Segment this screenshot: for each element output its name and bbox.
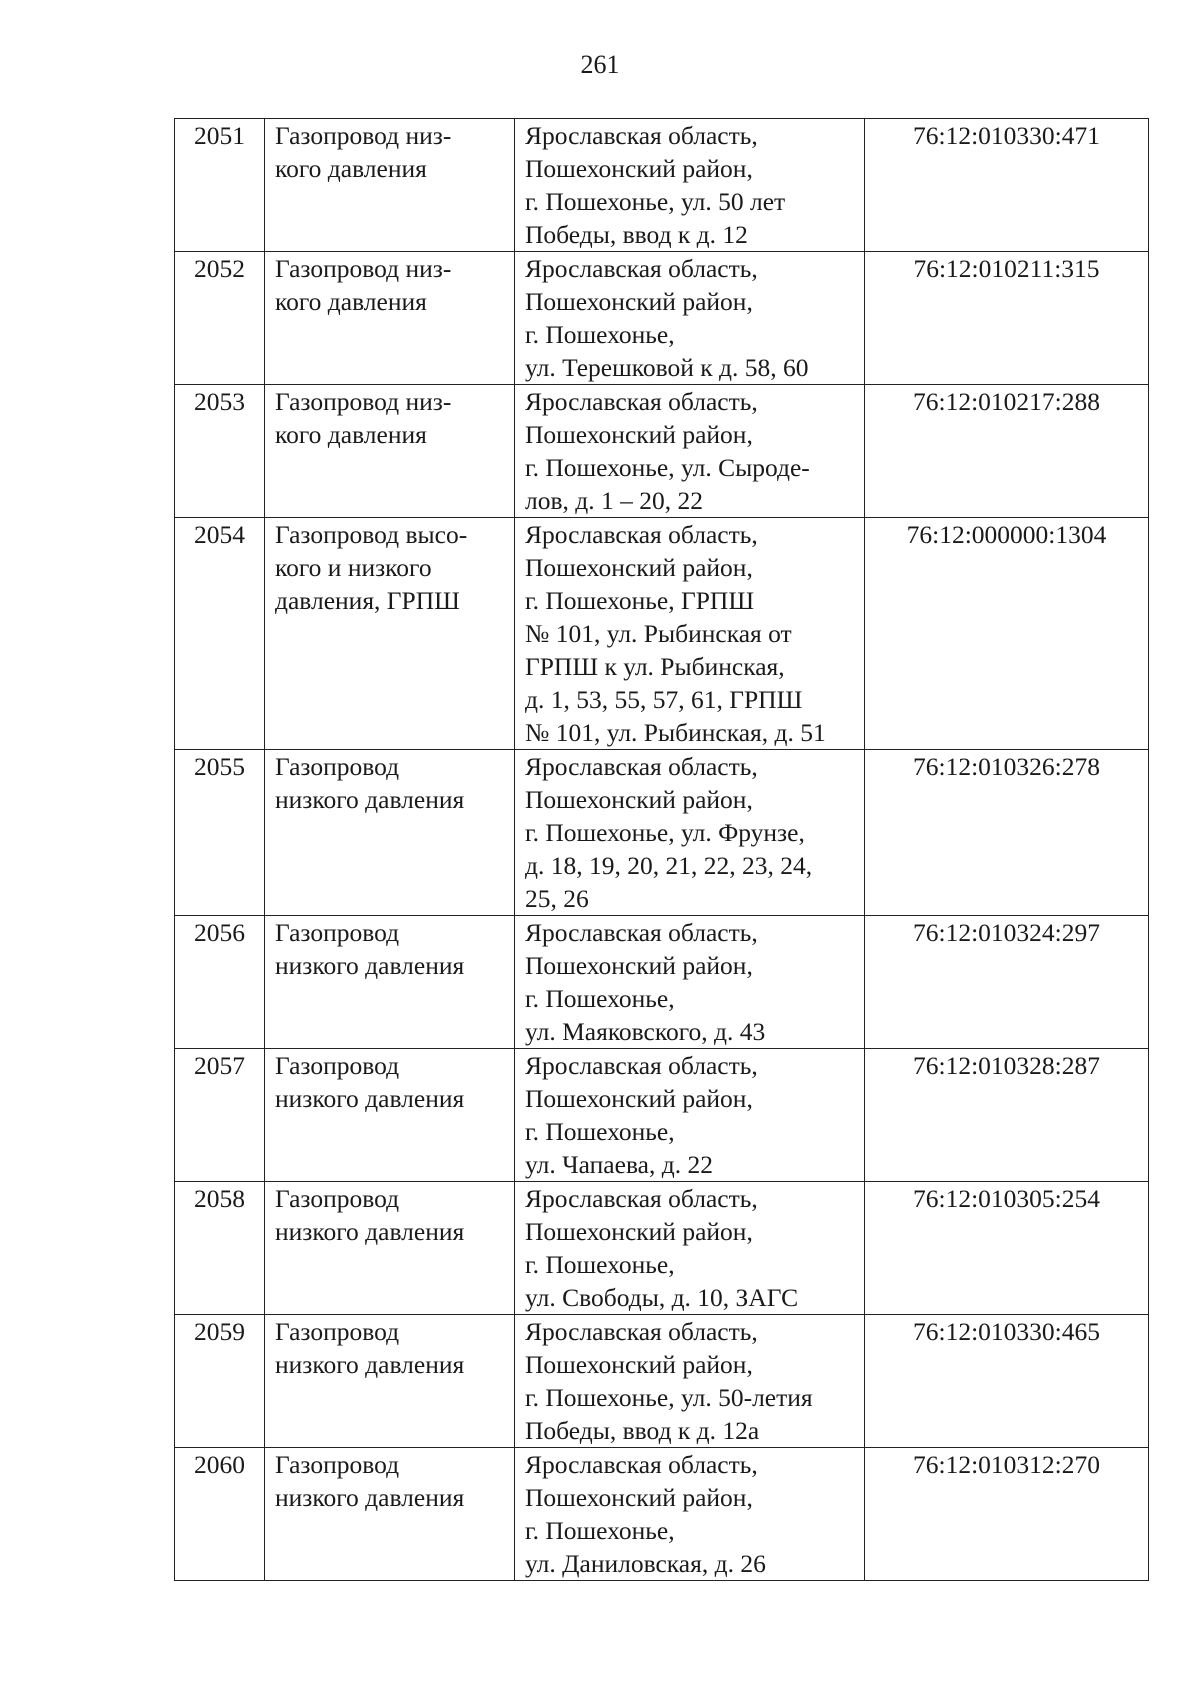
row-number: 2057	[175, 1049, 265, 1182]
object-name-line: Газопровод	[275, 1317, 400, 1346]
object-address-line: Пошехонский район,	[525, 785, 753, 814]
object-address-line: Ярославская область,	[525, 1184, 758, 1213]
object-address-line: Победы, ввод к д. 12	[525, 220, 748, 249]
cadastral-number: 76:12:010326:278	[865, 750, 1149, 916]
object-address-line: Пошехонский район,	[525, 553, 753, 582]
object-address-line: Ярославская область,	[525, 1317, 758, 1346]
cadastral-number: 76:12:010305:254	[865, 1182, 1149, 1315]
row-number: 2051	[175, 119, 265, 252]
object-address	[515, 518, 865, 750]
table-row	[175, 252, 1149, 385]
object-address-line: Пошехонский район,	[525, 1217, 753, 1246]
object-address-line: Пошехонский район,	[525, 420, 753, 449]
gas-pipeline-registry-table	[174, 118, 1149, 1581]
object-address-line: ГРПШ к ул. Рыбинская,	[525, 652, 785, 681]
object-address-line: лов, д. 1 – 20, 22	[525, 486, 703, 515]
row-number: 2060	[175, 1448, 265, 1581]
object-address-line: Пошехонский район,	[525, 951, 753, 980]
row-number: 2055	[175, 750, 265, 916]
object-name	[265, 750, 515, 916]
object-address-line: ул. Маяковского, д. 43	[525, 1017, 766, 1046]
cadastral-number: 76:12:010312:270	[865, 1448, 1149, 1581]
object-address-line: д. 1, 53, 55, 57, 61, ГРПШ	[525, 685, 803, 714]
table-row	[175, 119, 1149, 252]
object-address-line: ул. Даниловская, д. 26	[525, 1549, 766, 1578]
row-number: 2059	[175, 1315, 265, 1448]
object-name	[265, 385, 515, 518]
row-number: 2056	[175, 916, 265, 1049]
object-address-line: Ярославская область,	[525, 121, 758, 150]
object-name	[265, 119, 515, 252]
object-address	[515, 1182, 865, 1315]
object-name-line: Газопровод низ-	[275, 121, 452, 150]
object-address	[515, 385, 865, 518]
object-address-line: г. Пошехонье, ГРПШ	[525, 586, 755, 615]
row-number: 2052	[175, 252, 265, 385]
object-name-line: Газопровод	[275, 1051, 400, 1080]
object-name	[265, 518, 515, 750]
object-address-line: г. Пошехонье,	[525, 320, 675, 349]
table-row	[175, 385, 1149, 518]
object-address-line: Ярославская область,	[525, 387, 758, 416]
object-address-line: д. 18, 19, 20, 21, 22, 23, 24,	[525, 851, 813, 880]
object-name-line: Газопровод	[275, 1450, 400, 1479]
object-address	[515, 1448, 865, 1581]
object-address-line: Пошехонский район,	[525, 1350, 753, 1379]
object-name-line: низкого давления	[275, 1084, 465, 1113]
object-address	[515, 1049, 865, 1182]
table-row	[175, 1315, 1149, 1448]
object-name	[265, 1049, 515, 1182]
object-name-line: низкого давления	[275, 1350, 465, 1379]
object-name-line: Газопровод	[275, 1184, 400, 1213]
object-address-line: № 101, ул. Рыбинская от	[525, 619, 792, 648]
object-address-line: Пошехонский район,	[525, 1483, 753, 1512]
object-address-line: г. Пошехонье,	[525, 1516, 675, 1545]
object-name-line: Газопровод высо-	[275, 520, 468, 549]
object-address	[515, 750, 865, 916]
object-address-line: Пошехонский район,	[525, 154, 753, 183]
object-address-line: г. Пошехонье,	[525, 1117, 675, 1146]
object-name-line: кого давления	[275, 287, 427, 316]
object-address-line: Победы, ввод к д. 12а	[525, 1416, 760, 1445]
object-address	[515, 252, 865, 385]
object-address-line: г. Пошехонье,	[525, 1250, 675, 1279]
row-number: 2054	[175, 518, 265, 750]
object-address-line: г. Пошехонье,	[525, 984, 675, 1013]
cadastral-number: 76:12:010217:288	[865, 385, 1149, 518]
object-address	[515, 1315, 865, 1448]
object-address-line: ул. Свободы, д. 10, ЗАГС	[525, 1283, 799, 1312]
cadastral-number: 76:12:010330:471	[865, 119, 1149, 252]
table-body	[175, 119, 1149, 1581]
table-row	[175, 1049, 1149, 1182]
object-address-line: ул. Терешковой к д. 58, 60	[525, 353, 809, 382]
object-address-line: 25, 26	[525, 884, 589, 913]
page-number: 261	[580, 50, 620, 79]
table-row	[175, 916, 1149, 1049]
object-address-line: Ярославская область,	[525, 918, 758, 947]
row-number: 2053	[175, 385, 265, 518]
object-address-line: Ярославская область,	[525, 1051, 758, 1080]
object-address-line: Ярославская область,	[525, 752, 758, 781]
cadastral-number: 76:12:010211:315	[865, 252, 1149, 385]
object-address-line: Ярославская область,	[525, 520, 758, 549]
table-row	[175, 1448, 1149, 1581]
object-name-line: Газопровод	[275, 918, 400, 947]
object-address	[515, 916, 865, 1049]
object-address-line: г. Пошехонье, ул. Сыроде-	[525, 453, 810, 482]
row-number: 2058	[175, 1182, 265, 1315]
object-name-line: кого давления	[275, 154, 427, 183]
cadastral-number: 76:12:000000:1304	[865, 518, 1149, 750]
object-address-line: г. Пошехонье, ул. 50 лет	[525, 187, 786, 216]
table-row	[175, 1182, 1149, 1315]
table-row	[175, 750, 1149, 916]
object-address-line: № 101, ул. Рыбинская, д. 51	[525, 718, 826, 747]
object-address	[515, 119, 865, 252]
object-name-line: низкого давления	[275, 1483, 465, 1512]
object-address-line: Пошехонский район,	[525, 1084, 753, 1113]
object-name-line: низкого давления	[275, 1217, 465, 1246]
object-address-line: г. Пошехонье, ул. 50-летия	[525, 1383, 813, 1412]
object-name-line: кого давления	[275, 420, 427, 449]
object-name-line: кого и низкого	[275, 553, 432, 582]
object-name	[265, 916, 515, 1049]
object-address-line: Ярославская область,	[525, 1450, 758, 1479]
object-name-line: Газопровод низ-	[275, 387, 452, 416]
object-name	[265, 1182, 515, 1315]
object-address-line: Пошехонский район,	[525, 287, 753, 316]
object-address-line: г. Пошехонье, ул. Фрунзе,	[525, 818, 805, 847]
table-row	[175, 518, 1149, 750]
object-name	[265, 1315, 515, 1448]
object-name-line: Газопровод низ-	[275, 254, 452, 283]
object-name	[265, 1448, 515, 1581]
object-name	[265, 252, 515, 385]
object-name-line: давления, ГРПШ	[275, 586, 460, 615]
object-name-line: низкого давления	[275, 951, 465, 980]
object-address-line: ул. Чапаева, д. 22	[525, 1150, 713, 1179]
cadastral-number: 76:12:010330:465	[865, 1315, 1149, 1448]
object-name-line: низкого давления	[275, 785, 465, 814]
object-address-line: Ярославская область,	[525, 254, 758, 283]
cadastral-number: 76:12:010328:287	[865, 1049, 1149, 1182]
object-name-line: Газопровод	[275, 752, 400, 781]
cadastral-number: 76:12:010324:297	[865, 916, 1149, 1049]
